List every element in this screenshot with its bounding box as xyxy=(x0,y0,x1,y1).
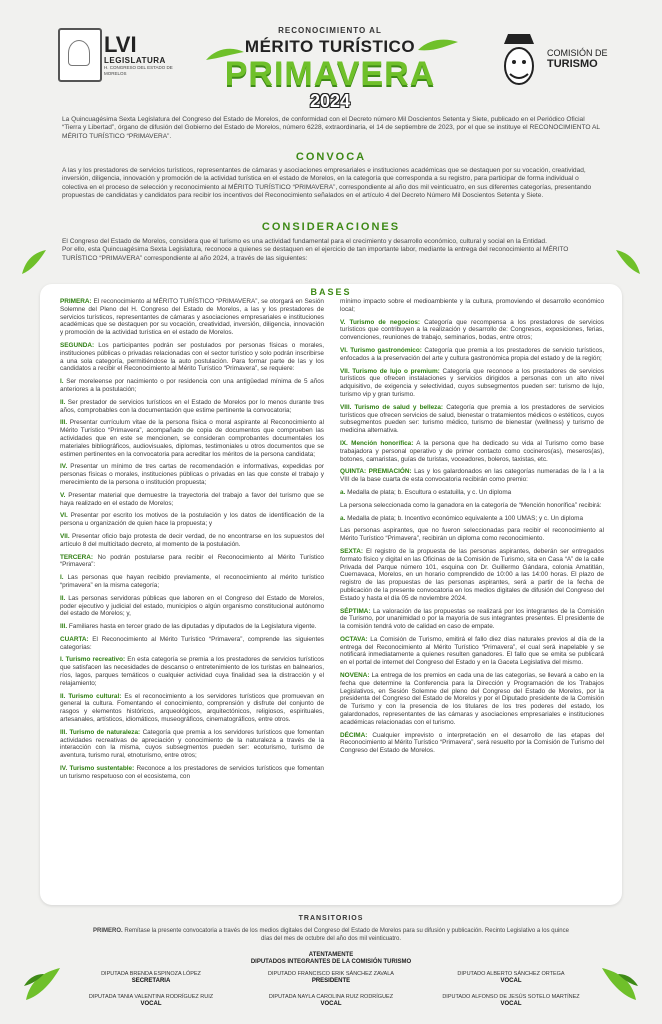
title-year: 2024 xyxy=(309,91,351,111)
base-label: II. xyxy=(60,594,66,602)
base-text: Los participantes podrán ser postulados por personas físicas o morales, instituciones públicas o privadas relacionadas con el sector turístico y solo podrán inscribirse a una sola categoría, permitiéndose la auto postulación. Para formar parte de las y los candidatos a recibir el Reconocimiento al Mérito Turístico “Primavera”, se requiere: xyxy=(60,341,324,373)
base-text: Es el reconocimiento a los servidores turísticos que promuevan en general la cultura. Fomentando el conocimiento, comprensión y disfrute del conjunto de rasgos y elementos históricos, arqueológicos, arquitectónicos, religiosos, espirituales, artesanales, artísticos, idiomáticos, museográficos, cinematográficos, entre otros. xyxy=(60,692,324,724)
signer-role: VOCAL xyxy=(500,978,522,984)
base-paragraph xyxy=(60,729,324,760)
base-paragraph xyxy=(340,404,604,435)
base-paragraph xyxy=(340,502,604,510)
base-label: QUINTA: PREMIACIÓN: xyxy=(340,468,412,476)
base-label: a. xyxy=(340,488,346,496)
base-text: mínimo impacto sobre el medioambiente y la cultura, promoviendo el desarrollo económico local; xyxy=(340,298,604,313)
leaf-decoration-icon xyxy=(614,248,642,278)
base-label: DÉCIMA: xyxy=(340,731,368,739)
atentamente-block xyxy=(0,952,662,966)
base-label: I. xyxy=(60,574,64,582)
base-paragraph xyxy=(340,368,604,399)
atentamente-label: ATENTAMENTE xyxy=(308,952,354,958)
base-text: Medalla de plata; b. Incentivo económico equivalente a 100 UMAS; y c. Un diploma xyxy=(345,514,583,522)
legislature-number: LVI xyxy=(104,32,137,57)
base-text: Las personas que hayan recibido previamente, el reconocimiento al mérito turístico “primavera” en la misma categoría; xyxy=(60,574,324,589)
base-label: a. xyxy=(340,514,346,522)
base-label: III. xyxy=(60,623,68,631)
committee-label: DIPUTADOS INTEGRANTES DE LA COMISIÓN TURISMO xyxy=(250,959,412,965)
base-text: Presentar por escrito los motivos de la postulación y los datos de identificación de la persona u organización de quien hace la propuesta; y xyxy=(60,512,324,528)
base-label: VI. xyxy=(60,512,68,520)
signer-role: SECRETARIA xyxy=(131,978,171,984)
base-text: El Reconocimiento al Mérito Turístico “Primavera”, comprende las siguientes categorías: xyxy=(60,635,324,651)
base-paragraph xyxy=(60,533,324,549)
base-label: I. Turismo recreativo: xyxy=(60,656,126,664)
base-label: V. Turismo de negocios: xyxy=(340,318,421,326)
signer-name: DIPUTADA NAYLA CAROLINA RUIZ RODRÍGUEZ xyxy=(268,994,394,1000)
intro-paragraph: La Quincuagésima Sexta Legislatura del Congreso del Estado de Morelos, de conformidad con el Decreto número Mil Doscientos Setenta y Siete, publicado en el Periódico Oficial “Tierra y Libertad”, órgano de difusión del Gobierno del Estado de Morelos, número 6228, extraordinaria, el 14 de septiembre de 2023, por el que se instituye el RECONOCIMIENTO AL MÉRITO TURÍSTICO “PRIMAVERA”. xyxy=(62,116,600,140)
base-text: Medalla de plata; b. Escultura o estatuilla, y c. Un diploma xyxy=(345,488,512,496)
commission-name xyxy=(547,48,608,70)
base-paragraph xyxy=(340,489,604,497)
base-paragraph xyxy=(60,656,324,687)
base-text: La entrega de los premios en cada una de las categorías, se llevará a cabo en la fecha que determine la Conferencia para la Dirección y Programación de los Trabajos Legislativos, en Sesión Solemne del pleno del Congreso del Estado de Morelos, por la presidenta del Congreso del Estado de Morelos y por el Diputado presidente de la Comisión de Turismo y con la presencia de los titulares de los tres poderes del estado, los galardonados, representantes de las cámaras y asociaciones empresariales e instituciones académicas relacionadas con el turismo. xyxy=(340,672,604,726)
base-label: NOVENA: xyxy=(340,672,370,680)
base-label: VII. Turismo de lujo o premium: xyxy=(340,367,440,375)
base-label: CUARTA: xyxy=(60,635,89,643)
base-label: SÉPTIMA: xyxy=(340,607,371,615)
consideraciones-p1: El Congreso del Estado de Morelos, considera que el turismo es una actividad fundamental para el crecimiento y desarrollo económico, cultural y social en la Entidad. xyxy=(62,238,547,245)
base-text: Las personas servidoras públicas que laboren en el Congreso del Estado de Morelos, poder ejecutivo y judicial del estado, municipios o algún organismo constitucional autónomo del estado de Morelos; y, xyxy=(60,594,324,618)
base-text: La persona seleccionada como la ganadora en la categoría de “Mención honorífica” recibirá: xyxy=(340,501,602,509)
base-text: A la persona que ha dedicado su vida al Turismo como base trabajadora y personal operativo y de primer contacto como cocineros(as), meseros(as), botones, camaristas, guías de turistas, voceadores, boleros, taxistas, etc. xyxy=(340,439,604,463)
signer-name: DIPUTADO FRANCISCO ERIK SÁNCHEZ ZAVALA xyxy=(268,971,394,977)
base-paragraph xyxy=(340,636,604,667)
award-title xyxy=(200,26,460,112)
base-text: Las y los galardonados en las categorías numeradas de la I a la VIII de la base cuarta de esta convocatoria recibirán como premio: xyxy=(340,468,604,484)
signer-name: DIPUTADA BRENDA ESPINOZA LÓPEZ xyxy=(101,971,201,977)
legislature-logo xyxy=(104,34,174,77)
base-paragraph xyxy=(60,693,324,724)
base-label: VI. Turismo gastronómico: xyxy=(340,346,422,354)
base-label: SEXTA: xyxy=(340,547,363,555)
legislature-sub: H. CONGRESO DEL ESTADO DE MORELOS xyxy=(104,65,173,76)
commission-top: COMISIÓN DE xyxy=(547,48,608,58)
transitorios-text xyxy=(90,928,572,943)
base-text: Presentar oficio bajo protesta de decir verdad, de no encontrarse en los supuestos del artículo 8 del multicitado decreto, al momento de la postulación. xyxy=(60,532,324,548)
base-label: PRIMERA: xyxy=(60,298,92,305)
base-text: Categoría que premia a los prestadores de servicio turísticos, enfocados a la preservación del arte y cultura gastronómica propia del estado y de la región; xyxy=(340,346,605,362)
base-text: Familiares hasta en tercer grado de las diputadas y diputados de la Legislatura vigente. xyxy=(67,623,317,631)
base-paragraph xyxy=(60,595,324,618)
leaf-decoration-icon xyxy=(22,966,62,1004)
consideraciones-text xyxy=(62,238,604,263)
base-text: Presentar currículum vitae de la persona física o moral aspirante al Reconocimiento al Mérito Turístico “Primavera”, acompañado de copia de documentos que comprueben las actividades que en este se mencionen, se consideran comprobantes documentales los materiales bibliográficos, audiovisuales, diplomas, testimoniales u otros documentos que se estimen pertinentes en la convocatoria para acreditar los méritos de la persona candidata; xyxy=(60,419,324,458)
base-paragraph xyxy=(60,298,324,337)
base-paragraph xyxy=(340,298,604,314)
base-text: No podrán postularse para recibir el Reconocimiento al Mérito Turístico “Primavera”: xyxy=(60,553,324,569)
base-label: SEGUNDA: xyxy=(60,341,95,349)
base-text: Categoría que premia a los prestadores de servicios turísticos que ofrecen servicios de salud, bienestar o tratamientos médicos o estéticos, cuyos subsegmentos pueden ser: turismo médico, turismo de bienestar (wellness) y turismo de medicina alternativa. xyxy=(340,403,605,435)
base-text: Reconoce a los prestadores de servicios turísticos que fomentan un turismo respetuoso con el ecosistema, con xyxy=(60,765,324,780)
base-paragraph xyxy=(60,636,324,652)
base-label: II. xyxy=(60,398,66,406)
signer-role: VOCAL xyxy=(320,1001,342,1007)
consideraciones-heading: CONSIDERACIONES xyxy=(261,221,401,233)
transitorios-heading: TRANSITORIOS xyxy=(298,915,364,922)
base-text: Ser moreleense por nacimiento o por residencia con una antigüedad mínima de 5 años anteriores a la postulación; xyxy=(60,378,324,393)
base-label: IX. Mención honorífica: xyxy=(340,439,414,447)
base-paragraph xyxy=(340,672,604,727)
base-text: El registro de la propuesta de las personas aspirantes, deberán ser entregados formato físico y digital en las Oficinas de la Comisión de Turismo, sita en Casa “A” de la calle Privada del Parque número 101, esquina con Dr. Guillermo Gándara, colonia Amatitlán, Cuernavaca, Morelos, en un horario comprendido de 10:00 a las 14:00 horas. El plazo de registro de las propuestas de las personas aspirantes, será a partir de la fecha de publicación de la presente convocatoria en los medios digitales de difusión del Congreso del Estado y hasta el día 05 de noviembre 2024. xyxy=(340,547,604,602)
base-paragraph xyxy=(60,765,324,781)
base-paragraph xyxy=(340,515,604,523)
bases-column-right xyxy=(340,298,604,760)
base-label: I. xyxy=(60,378,64,386)
base-paragraph xyxy=(340,347,604,363)
base-label: VII. xyxy=(60,532,70,540)
base-paragraph xyxy=(340,319,604,342)
base-paragraph xyxy=(60,419,324,458)
base-paragraph xyxy=(60,463,324,486)
base-text: Categoría que recompensa a los prestadores de servicios turísticos que contribuyen a la realización y desarrollo de: Congresos, exposiciones, ferias, convenciones, reuniones de trabajo, seminarios, bodas, entre otros; xyxy=(340,318,604,342)
base-text: Cualquier imprevisto o interpretación en el desarrollo de las etapas del Reconocimiento al Mérito Turístico “Primavera”, será resuelto por la Comisión de Turismo del Congreso del Estado de Morelos. xyxy=(340,731,604,755)
base-paragraph xyxy=(60,342,324,373)
base-paragraph xyxy=(60,554,324,570)
base-text: Categoría que premia a los servidores turísticos que fomentan actividades recreativas de apreciación y conocimiento de la naturaleza a través de la interacción con la misma, cuyos subsegmentos pueden ser: ecoturismo, turismo de aventura, turismo rural, etnoturismo, entre otros; xyxy=(60,728,324,760)
legislature-label: LEGISLATURA xyxy=(104,56,166,65)
signature-block xyxy=(66,994,236,1008)
base-label: III. xyxy=(60,419,68,427)
transitorios-label: PRIMERO. xyxy=(93,928,123,934)
base-label: OCTAVA: xyxy=(340,635,368,643)
base-paragraph xyxy=(340,440,604,463)
signer-name: DIPUTADA TANIA VALENTINA RODRÍGUEZ RUIZ xyxy=(88,994,214,1000)
leaf-decoration-icon xyxy=(20,248,48,278)
base-label: VIII. Turismo de salud y belleza: xyxy=(340,403,444,411)
base-label: IV. Turismo sustentable: xyxy=(60,765,135,773)
leaf-decoration-icon xyxy=(600,966,640,1004)
base-paragraph xyxy=(60,623,324,631)
base-paragraph xyxy=(60,492,324,508)
base-paragraph xyxy=(340,468,604,484)
base-text: Ser prestador de servicios turísticos en el Estado de Morelos por lo menos durante tres años, comprobables con la documentación que estime pertinente la convocatoria; xyxy=(60,398,324,414)
base-paragraph xyxy=(60,574,324,590)
consideraciones-p2: Por ello, esta Quincuagésima Sexta Legislatura, reconoce a quienes se destaquen en el ejercicio de tan importante labor, mediante la entrega del reconocimiento al MÉRITO TURÍSTICO “PRIMAVERA” correspondiente al año 2024, a través de las siguientes: xyxy=(62,246,569,262)
bases-heading: BASES xyxy=(310,287,352,297)
base-paragraph xyxy=(60,512,324,528)
state-seal-icon xyxy=(58,28,102,82)
title-top: RECONOCIMIENTO AL xyxy=(278,26,382,35)
signature-block xyxy=(426,994,596,1008)
base-text: En esta categoría se premia a los prestadores de servicios turísticos que satisfacen las necesidades de descanso o entretenimiento de los turistas en balnearios, ríos, lagos, parques temáticos o cualquier actividad cuya finalidad sea la distracción y el relajamiento; xyxy=(60,656,324,687)
base-paragraph xyxy=(340,548,604,603)
base-paragraph xyxy=(60,378,324,394)
base-text: Presentar un mínimo de tres cartas de recomendación e informativas, expedidas por personas físicas o morales, instituciones públicas o privadas en las que conste el trabajo y merecimiento de la persona o institución propuesta; xyxy=(60,463,324,486)
base-text: La valoración de las propuestas se realizará por los integrantes de la Comisión de Turismo, por unanimidad o por la mayoría de sus integrantes presentes. El presidente de la comisión tendrá voto de calidad en caso de empate. xyxy=(340,607,604,631)
convoca-heading: CONVOCA xyxy=(295,151,367,163)
base-text: El reconocimiento al MÉRITO TURÍSTICO “PRIMAVERA”, se otorgará en Sesión Solemne del Pleno del H. Congreso del Estado de Morelos, a las y los prestadores de servicios turísticos, representantes de cámaras y asociaciones empresariales e instituciones académicas que se destaquen por su vocación, creatividad, inversión, diligencia, innovación y promoción de la actividad turística en el estado de Morelos. xyxy=(60,298,324,337)
base-label: IV. xyxy=(60,463,68,471)
base-paragraph xyxy=(340,608,604,631)
base-label: III. Turismo de naturaleza: xyxy=(60,728,141,736)
bases-column-left xyxy=(60,298,324,786)
base-text: Categoría que reconoce a los prestadores de servicios turísticos que ofrecen instalaciones y servicios dirigidos a personas con un alto nivel adquisitivo, de exigencia y selectividad, cuyos subsegmentos pueden ser: turismo de lujo, turismo vip y gran turismo. xyxy=(340,367,604,398)
transitorios-body: Remítase la presente convocatoria a través de los medios digitales del Congreso del Estado de Morelos para su difusión y publicación. Recinto Legislativo a los quince días del mes de octubre del año dos mil veinticuatro. xyxy=(122,928,569,942)
convoca-text: A las y los prestadores de servicios turísticos, representantes de cámaras y asociaciones empresariales e instituciones académicas que se destaquen por su vocación, creatividad, inversión, diligencia, innovación y promoción de la actividad turística en el estado de Morelos, en la categoría que corresponda a su registro, para participar de forma individual o colectiva en el proceso de selección y reconocimiento al MÉRITO TURÍSTICO “PRIMAVERA”, correspondiente al año dos mil veinticuatro, en sus diferentes categorías, presentando propuestas de candidatas y candidatos para recibir los incentivos del Reconocimiento señalados en el artículo 4 del Decreto Número Mil Doscientos Setenta y Siete. xyxy=(62,167,592,200)
commission-logo-icon xyxy=(496,30,542,90)
base-paragraph xyxy=(340,732,604,755)
base-text: Presentar material que demuestre la trayectoria del trabajo a favor del turismo que se haya realizado en el estado de Morelos; xyxy=(60,491,324,507)
title-mid: MÉRITO TURÍSTICO xyxy=(244,37,416,56)
base-label: V. xyxy=(60,491,66,499)
signature-block xyxy=(246,971,416,985)
signature-block xyxy=(66,971,236,985)
signer-role: VOCAL xyxy=(140,1001,162,1007)
base-text: Las personas aspirantes, que no fueron seleccionadas para recibir el reconocimiento al Mérito Turístico “Primavera”, recibirán un diploma como reconocimiento. xyxy=(340,527,604,543)
signature-block xyxy=(426,971,596,985)
commission-main: TURISMO xyxy=(547,58,598,70)
signer-name: DIPUTADO ALFONSO DE JESÚS SOTELO MARTÍNEZ xyxy=(442,994,580,1000)
base-label: II. Turismo cultural: xyxy=(60,692,122,700)
signer-role: PRESIDENTE xyxy=(311,978,351,984)
base-paragraph xyxy=(60,399,324,415)
base-paragraph xyxy=(340,527,604,543)
signer-role: VOCAL xyxy=(500,1001,522,1007)
base-text: La Comisión de Turismo, emitirá el fallo diez días naturales previos al día de la entrega del Reconocimiento al Mérito Turístico “Primavera”, el cual será inapelable y se notificará inmediatamente a quienes resulten ganadores. El fallo que se emita se publicará en el portal de internet del Congreso del Estado y en la Gaceta Legislativa del mismo. xyxy=(340,635,604,667)
signer-name: DIPUTADO ALBERTO SÁNCHEZ ORTEGA xyxy=(457,971,565,977)
title-main: PRIMAVERA xyxy=(224,55,436,93)
base-label: TERCERA: xyxy=(60,553,94,561)
signature-block xyxy=(246,994,416,1008)
